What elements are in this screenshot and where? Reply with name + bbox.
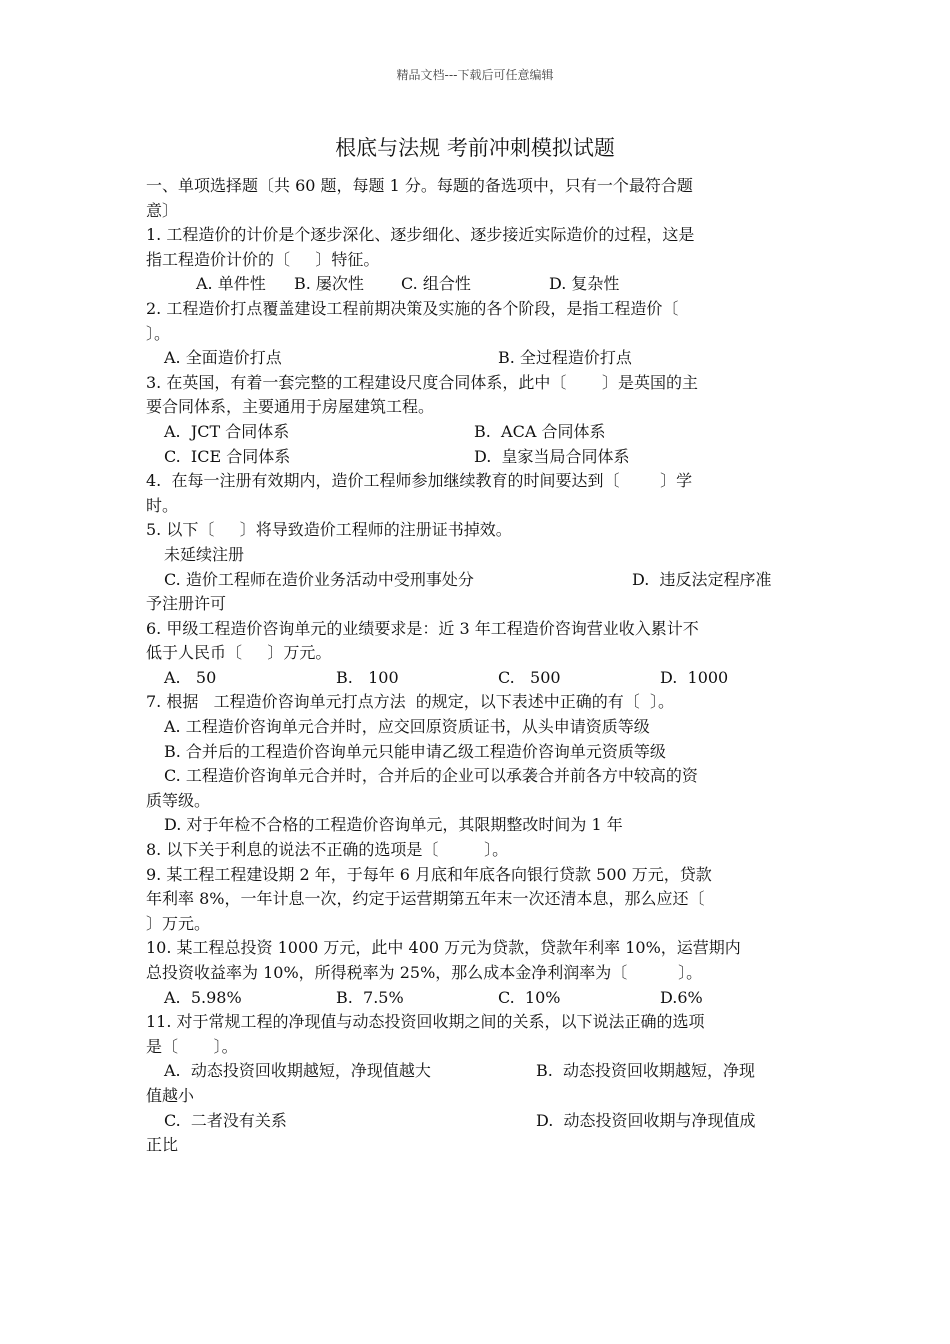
question-4: 4. 在每一注册有效期内，造价工程师参加继续教育的时间要达到〔 〕学 xyxy=(146,471,693,491)
question-11-option-d-cont: 正比 xyxy=(146,1135,179,1155)
question-5: 5. 以下〔 〕将导致造价工程师的注册证书掉效。 xyxy=(146,520,512,540)
option-b: B. 100 xyxy=(336,667,399,687)
question-5-options-cd xyxy=(146,568,806,593)
question-7-option-c-cont: 质等级。 xyxy=(146,790,211,810)
question-1-options xyxy=(146,272,806,297)
option-b: B. ACA 合同体系 xyxy=(474,421,606,441)
document-body xyxy=(146,174,806,1158)
option-a: A. 全面造价打点 xyxy=(164,348,282,368)
option-c: C. ICE 合同体系 xyxy=(164,446,291,466)
option-b: B. 屡次性 xyxy=(294,274,364,294)
option-a: A. 动态投资回收期越短，净现值越大 xyxy=(164,1061,431,1081)
question-11-option-b-cont: 值越小 xyxy=(146,1085,195,1105)
option-d: D.6% xyxy=(660,987,703,1007)
option-c: C. 组合性 xyxy=(401,274,471,294)
option-b: B. 全过程造价打点 xyxy=(498,348,632,368)
question-9: 9. 某工程工程建设期 2 年，于每年 6 月底和年底各向银行贷款 500 万元，贷款 xyxy=(146,864,712,884)
question-3-cont: 要合同体系，主要通用于房屋建筑工程。 xyxy=(146,397,435,417)
question-4-cont: 时。 xyxy=(146,495,179,515)
option-c: C. 二者没有关系 xyxy=(164,1110,287,1130)
section-heading-cont: 意〕 xyxy=(146,200,179,220)
question-9-cont: 年利率 8%，一年计息一次，约定于运营期第五年末一次还清本息，那么应还〔 xyxy=(146,889,705,909)
question-2: 2. 工程造价打点覆盖建设工程前期决策及实施的各个阶段，是指工程造价〔 xyxy=(146,298,679,318)
option-c: C. 500 xyxy=(498,667,561,687)
option-b: B. 动态投资回收期越短，净现 xyxy=(536,1061,756,1081)
question-5-option: 未延续注册 xyxy=(164,544,245,564)
option-c: C. 10% xyxy=(498,987,561,1007)
option-a: A. 5.98% xyxy=(164,987,242,1007)
option-d: D. 皇家当局合同体系 xyxy=(474,446,630,466)
question-1: 1. 工程造价的计价是个逐步深化、逐步细化、逐步接近实际造价的过程，这是 xyxy=(146,225,695,245)
question-7-option-c: C. 工程造价咨询单元合并时，合并后的企业可以承袭合并前各方中较高的资 xyxy=(164,766,698,786)
option-d: D. 复杂性 xyxy=(549,274,620,294)
question-11-cont: 是〔 〕。 xyxy=(146,1036,238,1056)
question-2-options xyxy=(146,346,806,371)
option-c: C. 造价工程师在造价业务活动中受刑事处分 xyxy=(164,569,474,589)
question-11-options-cd xyxy=(146,1109,806,1134)
question-10-cont: 总投资收益率为 10%，所得税率为 25%，那么成本金净利润率为〔 〕。 xyxy=(146,963,703,982)
option-a: A. 50 xyxy=(164,667,217,687)
question-8: 8. 以下关于利息的说法不正确的选项是〔 〕。 xyxy=(146,840,509,860)
option-a: A. JCT 合同体系 xyxy=(164,421,290,441)
option-d: D. 动态投资回收期与净现值成 xyxy=(536,1110,756,1130)
question-5-option-cont: 予注册许可 xyxy=(146,594,227,614)
option-a: A. 单件性 xyxy=(196,274,266,294)
question-3: 3. 在英国，有着一套完整的工程建设尺度合同体系，此中〔 〕是英国的主 xyxy=(146,372,698,392)
question-7-option-a: A. 工程造价咨询单元合并时，应交回原资质证书，从头申请资质等级 xyxy=(164,717,650,737)
option-d: D. 1000 xyxy=(660,667,729,687)
question-7-option-b: B. 合并后的工程造价咨询单元只能申请乙级工程造价咨询单元资质等级 xyxy=(164,741,666,761)
question-9-cont-2: 〕万元。 xyxy=(146,913,211,933)
question-6: 6. 甲级工程造价咨询单元的业绩要求是：近 3 年工程造价咨询营业收入累计不 xyxy=(146,618,699,638)
question-3-options-cd xyxy=(146,445,806,470)
question-10-options xyxy=(146,986,806,1011)
option-d: D. 违反法定程序准 xyxy=(632,569,772,589)
question-7: 7. 根据 工程造价咨询单元打点方法 的规定，以下表述中正确的有〔 〕。 xyxy=(146,692,674,712)
question-3-options-ab xyxy=(146,420,806,445)
question-1-cont: 指工程造价计价的〔 〕特征。 xyxy=(146,249,380,269)
question-7-option-d: D. 对于年检不合格的工程造价咨询单元，其限期整改时间为 1 年 xyxy=(164,815,623,835)
question-10: 10. 某工程总投资 1000 万元，此中 400 万元为贷款，贷款年利率 10%，运营期内 xyxy=(146,938,741,958)
question-11: 11. 对于常规工程的净现值与动态投资回收期之间的关系，以下说法正确的选项 xyxy=(146,1012,705,1032)
question-2-cont: 〕。 xyxy=(146,323,171,343)
option-b: B. 7.5% xyxy=(336,987,404,1007)
question-6-options xyxy=(146,666,806,691)
question-6-cont: 低于人民币〔 〕万元。 xyxy=(146,643,332,663)
question-11-options-ab xyxy=(146,1059,806,1084)
header-watermark: 精品文档---下载后可任意编辑 xyxy=(396,68,554,82)
section-heading: 一、单项选择题〔共 60 题，每题 1 分。每题的备选项中，只有一个最符合题 xyxy=(146,176,693,195)
page-title: 根底与法规 考前冲刺模拟试题 xyxy=(335,136,615,160)
